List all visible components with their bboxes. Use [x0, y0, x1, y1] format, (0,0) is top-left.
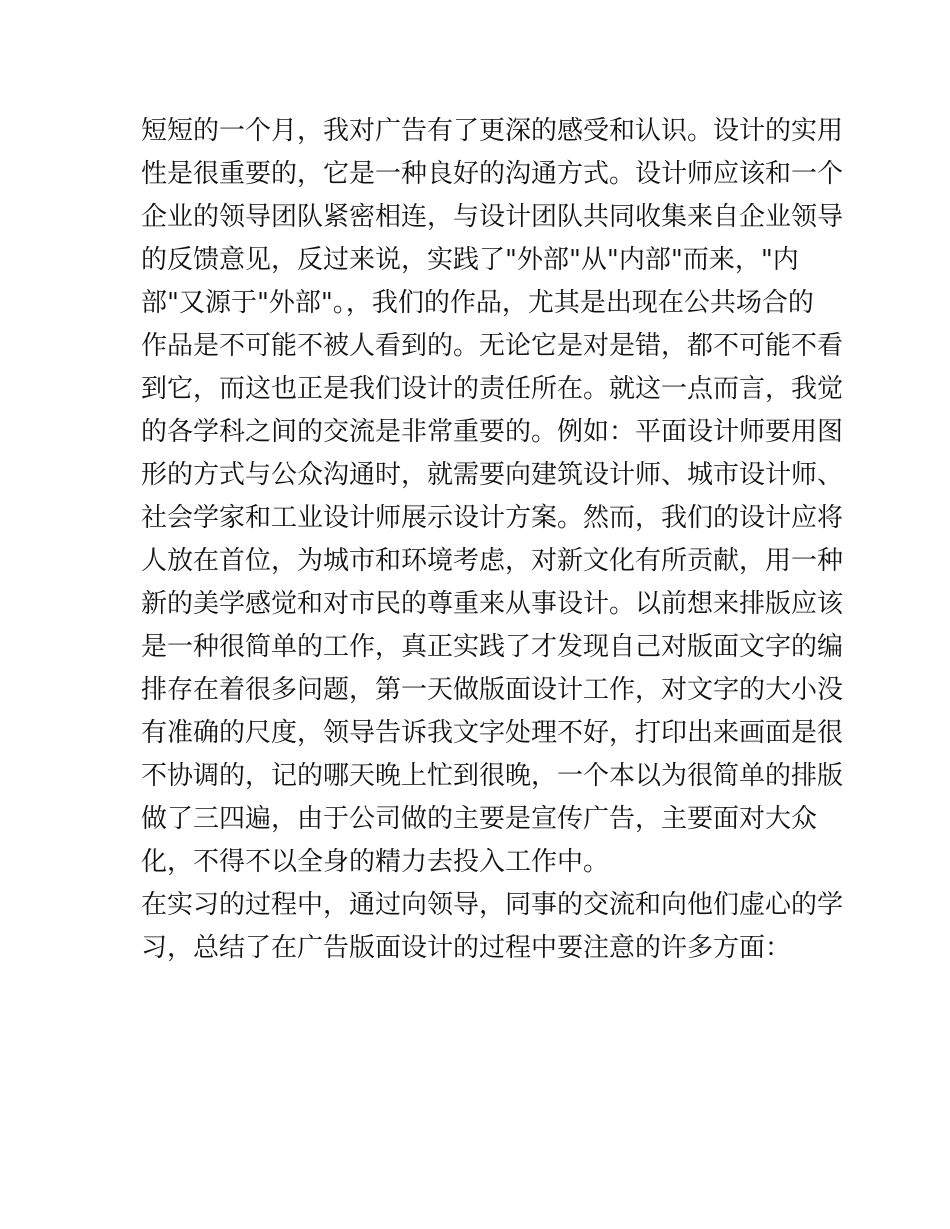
text-line: 企业的领导团队紧密相连，与设计团队共同收集来自企业领导	[141, 202, 844, 232]
text-line: 化，不得不以全身的精力去投入工作中。	[141, 847, 610, 877]
text-line: 短短的一个月，我对广告有了更深的感受和认识。设计的实用	[141, 116, 844, 146]
text-line: 社会学家和工业设计师展示设计方案。然而，我们的设计应将	[141, 503, 844, 533]
text-line: 人放在首位，为城市和环境考虑，对新文化有所贡献，用一种	[141, 546, 844, 576]
text-line: 性是很重要的，它是一种良好的沟通方式。设计师应该和一个	[141, 159, 844, 189]
text-line: 习，总结了在广告版面设计的过程中要注意的许多方面：	[141, 933, 792, 963]
text-line: 排存在着很多问题，第一天做版面设计工作，对文字的大小没	[141, 675, 844, 705]
text-line: 做了三四遍，由于公司做的主要是宣传广告，主要面对大众	[141, 804, 818, 834]
text-line: 部"又源于"外部"。，我们的作品，尤其是出现在公共场合的	[141, 288, 814, 318]
text-line: 新的美学感觉和对市民的尊重来从事设计。以前想来排版应该	[141, 589, 844, 619]
text-line: 有准确的尺度，领导告诉我文字处理不好，打印出来画面是很	[141, 718, 844, 748]
text-line: 作品是不可能不被人看到的。无论它是对是错，都不可能不看	[141, 331, 844, 361]
text-line: 的反馈意见，反过来说，实践了"外部"从"内部"而来，"内	[141, 245, 799, 275]
text-line: 形的方式与公众沟通时，就需要向建筑设计师、城市设计师、	[141, 460, 844, 490]
text-line: 到它，而这也正是我们设计的责任所在。就这一点而言，我觉	[141, 374, 844, 404]
body-text	[141, 110, 844, 970]
text-line: 的各学科之间的交流是非常重要的。例如：平面设计师要用图	[141, 417, 844, 447]
text-line: 是一种很简单的工作，真正实践了才发现自己对版面文字的编	[141, 632, 844, 662]
text-line: 在实习的过程中，通过向领导，同事的交流和向他们虚心的学	[141, 890, 844, 920]
text-line: 不协调的，记的哪天晚上忙到很晚，一个本以为很简单的排版	[141, 761, 844, 791]
